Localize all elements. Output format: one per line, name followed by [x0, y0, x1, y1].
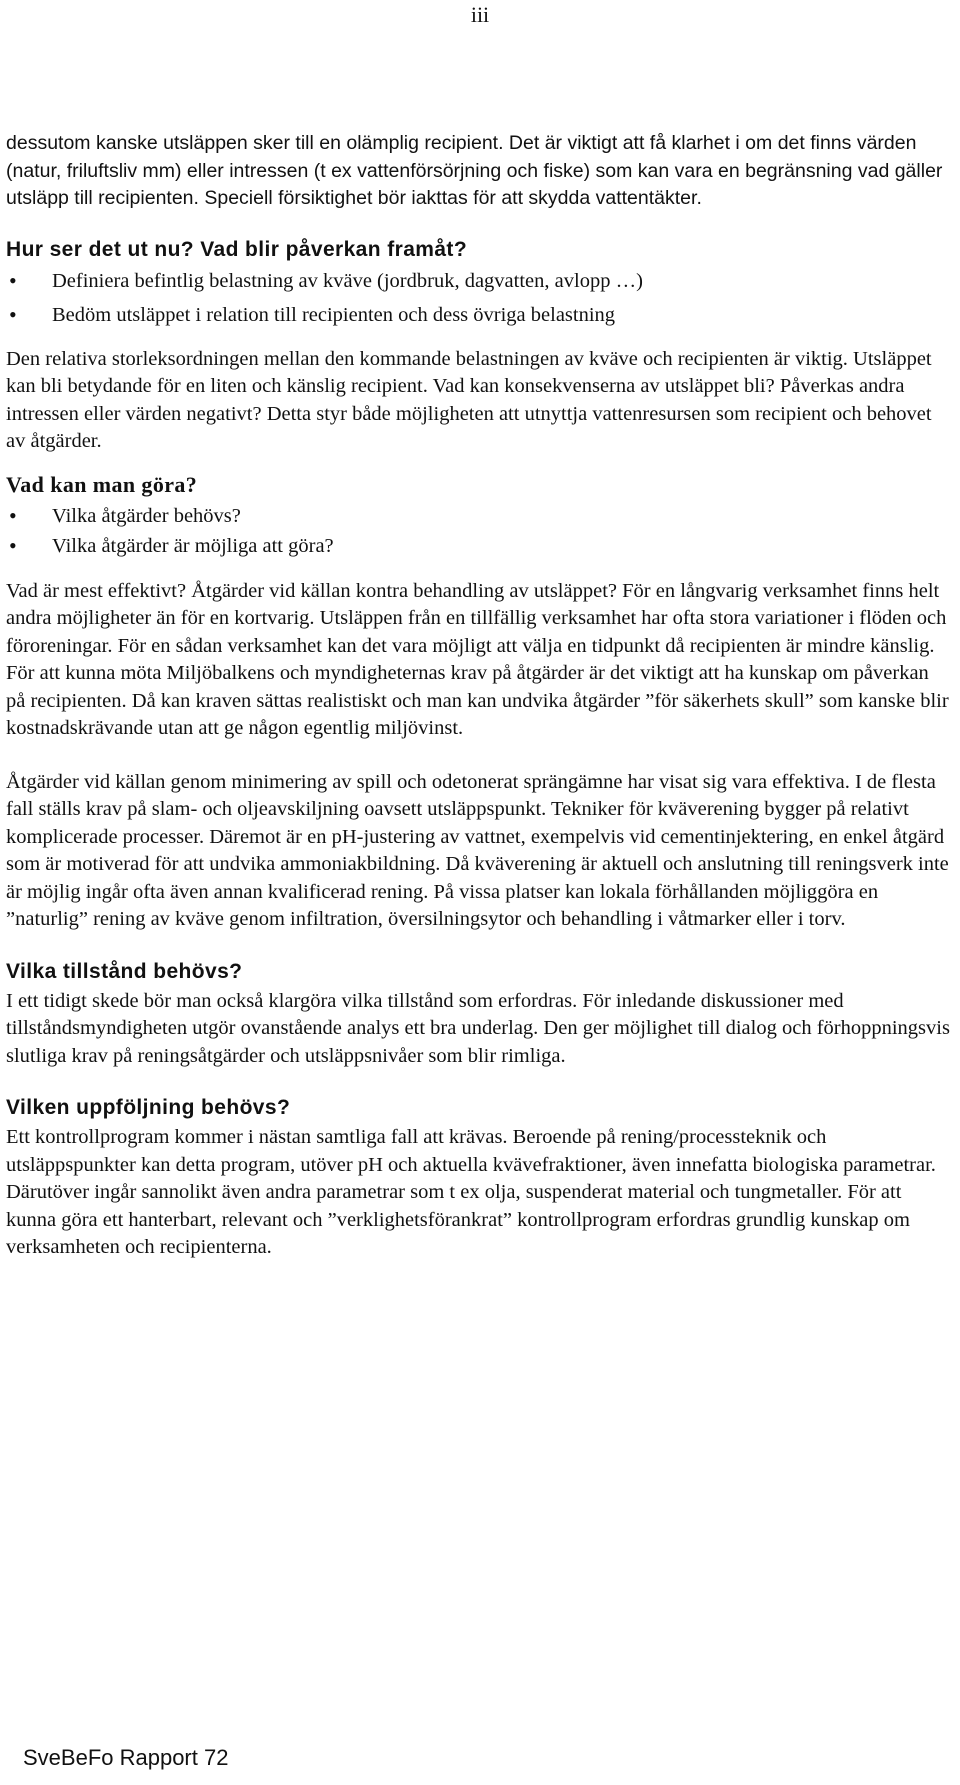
section-heading-actions: Vad kan man göra? — [6, 471, 198, 497]
page-number: iii — [470, 2, 490, 27]
section-heading-monitoring: Vilken uppföljning behövs? — [6, 1096, 291, 1119]
bullet-item: • Definiera befintlig belastning av kväve (jordbruk, dagvatten, avlopp …) — [6, 267, 951, 295]
section-heading-current-state: Hur ser det ut nu? Vad blir påverkan framåt? — [6, 237, 468, 261]
bullet-item: • Vilka åtgärder är möjliga att göra? — [6, 532, 951, 560]
intro-paragraph: dessutom kanske utsläppen sker till en olämplig recipient. Det är viktigt att få klarhet i om det finns värden (natur, friluftsliv mm) eller intressen (t ex vattenförsörjning och fiske) som kan vara en begränsning vad gäller utsläpp till recipienten. Speciell försiktighet bör iakttas för att skydda vattentäkter. — [6, 132, 943, 209]
section-paragraph: I ett tidigt skede bör man också klargöra vilka tillstånd som erfordras. För inledande diskussioner med tillståndsmyndigheten utgör ovanstående analys ett bra underlag. Den ger möjlighet till dialog och förhoppningsvis slutliga krav på reningsåtgärder och utsläppsnivåer som blir rimliga. — [6, 989, 950, 1067]
bullet-item: • Bedöm utsläppet i relation till recipienten och dess övriga belastning — [6, 301, 951, 329]
bullet-item: • Vilka åtgärder behövs? — [6, 502, 951, 530]
section-paragraph: Åtgärder vid källan genom minimering av spill och odetonerat sprängämne har visat sig vara effektiva. I de flesta fall ställs krav på slam- och oljeavskiljning oavsett utsläppspunkt. Tekniker för kväverening bygger på relativt komplicerade processer. Däremot är en pH-justering av vattnet, exempelvis vid cementinjektering, en enkel åtgärd som är motiverad för att undvika ammoniakbildning. Då kväverening är aktuell och anslutning till reningsverk inte är möjlig ingår ofta även annan kvalificerad rening. På vissa platser kan lokala förhållanden möjliggöra en ”naturlig” rening av kväve genom infiltration, översilningsytor och behandling i våtmarker eller i torv. — [6, 770, 949, 930]
bullet-list-actions — [6, 502, 951, 560]
bullet-list-assessment — [6, 267, 951, 329]
section-paragraph: Den relativa storleksordningen mellan den kommande belastningen av kväve och recipienten är viktig. Utsläppet kan bli betydande för en liten och känslig recipient. Vad kan konsekvenserna av utsläppet bli? Påverkas andra intressen eller värden negativt? Detta styr både möjligheten att utnyttja vattenresursen som recipient och behovet av åtgärder. — [6, 347, 932, 452]
footer-report-label: SveBeFo Rapport 72 — [23, 1745, 229, 1770]
section-paragraph: Ett kontrollprogram kommer i nästan samtliga fall att krävas. Beroende på rening/processteknik och utsläppspunkter kan detta program, utöver pH och aktuella kvävefraktioner, även innefatta biologiska parametrar. Därutöver ingår sannolikt även andra parametrar som t ex olja, suspenderat material och tungmetaller. För att kunna göra ett hanterbart, relevant och ”verklighetsförankrat” kontrollprogram erfordras grundlig kunskap om verksamheten och recipienterna. — [6, 1126, 936, 1258]
section-paragraph: Vad är mest effektivt? Åtgärder vid källan kontra behandling av utsläppet? För en långvarig verksamhet finns helt andra möjligheter än för en kortvarig. Utsläppen från en tillfällig verksamhet har ofta stora variationer i flöden och föroreningar. För en sådan verksamhet kan det vara möjligt att välja en tidpunkt då recipienten är mindre känslig. För att kunna möta Miljöbalkens och myndigheternas krav på åtgärder är det viktigt att ha kunskap om påverkan på recipienten. Då kan kraven sättas realistiskt och man kan undvika åtgärder ”för säkerhets skull” som kanske blir kostnadskrävande utan att ge någon egentlig miljövinst. — [6, 579, 949, 739]
document-body — [6, 130, 951, 1262]
section-heading-permits: Vilka tillstånd behövs? — [6, 959, 243, 983]
